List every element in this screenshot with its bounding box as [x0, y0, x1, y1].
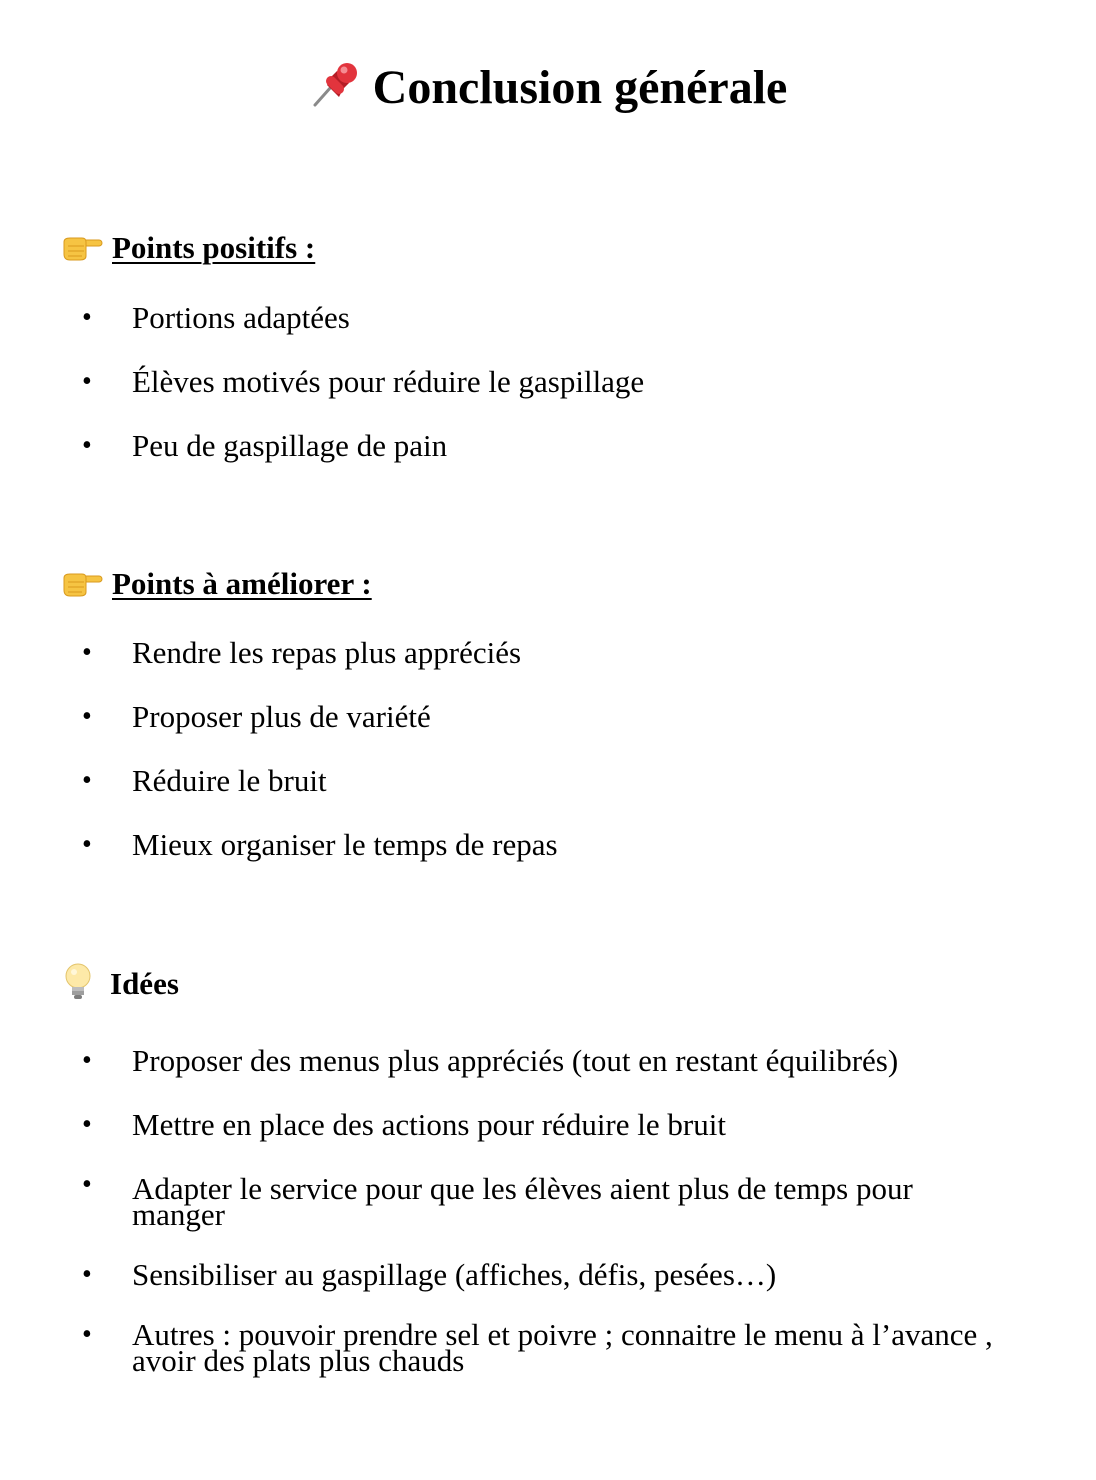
- list-item-text: Sensibiliser au gaspillage (affiches, défis, pesées…): [132, 1257, 777, 1292]
- section-heading-text: Idées: [110, 966, 179, 1001]
- ideas-list: [0, 1043, 1096, 1378]
- bullet: •: [82, 1109, 92, 1140]
- list-item: [0, 1108, 1096, 1142]
- list-item: [0, 301, 1096, 335]
- list-item-text: Mieux organiser le temps de repas: [132, 827, 558, 862]
- page-title: [0, 58, 1096, 118]
- list-item-text: Réduire le bruit: [132, 763, 327, 798]
- page-title-text: Conclusion générale: [372, 61, 788, 114]
- light-bulb-icon: [60, 962, 96, 1002]
- list-item: [0, 1044, 1096, 1078]
- bullet: •: [82, 1045, 92, 1076]
- list-item-text: Autres : pouvoir prendre sel et poivre ; connaitre le menu à l’avance , avoir des plats plus chauds: [132, 1317, 993, 1378]
- pointing-hand-icon: [60, 228, 104, 264]
- list-item-text: Élèves motivés pour réduire le gaspillage: [132, 364, 645, 399]
- bullet: •: [82, 1169, 92, 1200]
- section-heading-text: Points positifs :: [112, 230, 316, 265]
- bullet: •: [82, 1319, 92, 1350]
- list-item: [0, 764, 1096, 798]
- list-item: [0, 1317, 1096, 1378]
- list-item-text: Peu de gaspillage de pain: [132, 428, 448, 463]
- bullet: •: [82, 366, 92, 397]
- improve-list: [0, 636, 1096, 862]
- bullet: •: [82, 1259, 92, 1290]
- list-item-text: Mettre en place des actions pour réduire le bruit: [132, 1107, 726, 1142]
- list-item: [0, 700, 1096, 734]
- pushpin-icon: [309, 59, 361, 111]
- list-item-text: Proposer des menus plus appréciés (tout en restant équilibrés): [132, 1043, 899, 1078]
- list-item: [0, 1258, 1096, 1292]
- positive-list: [0, 301, 1096, 463]
- bullet: •: [82, 302, 92, 333]
- list-item-text: Portions adaptées: [132, 300, 350, 335]
- pointing-hand-icon: [60, 564, 104, 600]
- bullet: •: [82, 637, 92, 668]
- section-heading-improve: [60, 564, 372, 604]
- bullet: •: [82, 765, 92, 796]
- list-item: [0, 365, 1096, 399]
- list-item-text: Rendre les repas plus appréciés: [132, 635, 522, 670]
- section-heading-positive: [60, 228, 315, 268]
- bullet: •: [82, 430, 92, 461]
- bullet: •: [82, 829, 92, 860]
- section-heading-ideas: [60, 962, 179, 1004]
- list-item: [0, 1169, 1096, 1232]
- list-item: [0, 429, 1096, 463]
- bullet: •: [82, 701, 92, 732]
- section-heading-text: Points à améliorer :: [112, 566, 372, 601]
- list-item: [0, 828, 1096, 862]
- list-item: [0, 636, 1096, 670]
- list-item-text: Adapter le service pour que les élèves aient plus de temps pour manger: [132, 1171, 913, 1232]
- list-item-text: Proposer plus de variété: [132, 699, 431, 734]
